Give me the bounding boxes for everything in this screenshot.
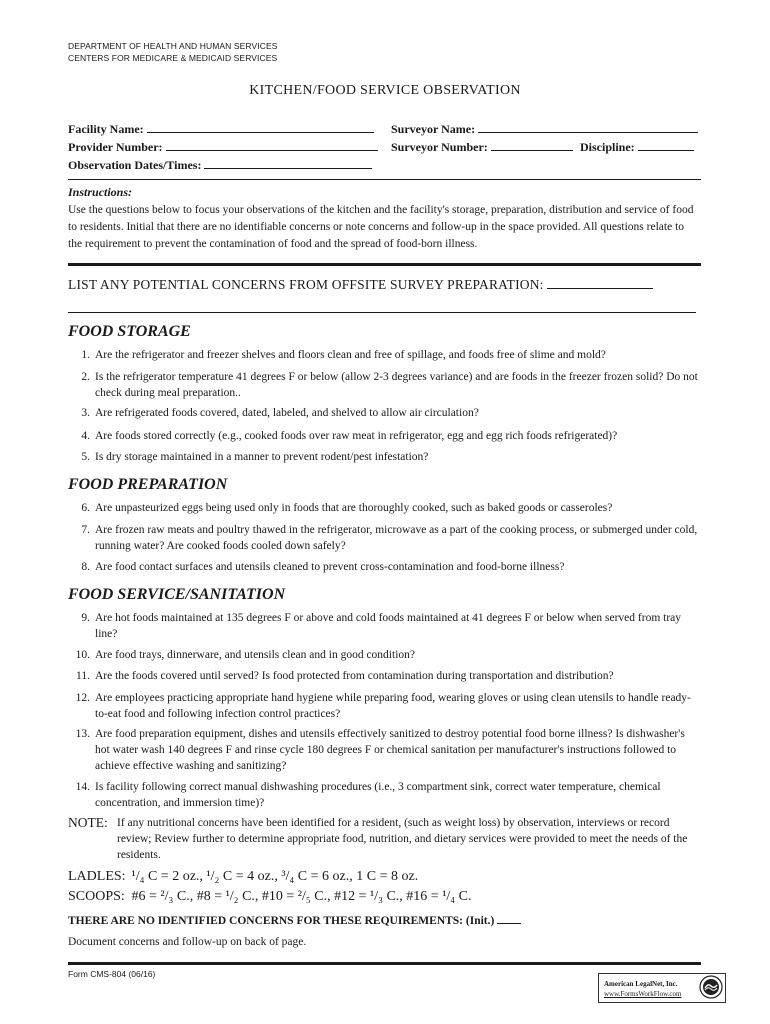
agency-header (68, 40, 278, 64)
no-concerns-label: THERE ARE NO IDENTIFIED CONCERNS FOR THESE REQUIREMENTS: (Init.) (68, 915, 495, 927)
footer-divider (68, 962, 701, 965)
section-title-food-service-sanitation: FOOD SERVICE/SANITATION (68, 586, 286, 603)
instructions-text: Use the questions below to focus your observations of the kitchen and the facility's storage, preparation, distribution and service of food to residents. Initial that there are no identifiable concerns or note concerns and follow-up in the space provided. All questions relate to the requirement to prevent the contamination of food and the spread of food-born illness. (68, 204, 694, 250)
question-text: Are hot foods maintained at 135 degrees F or above and cold foods maintained at 41 degrees F or below when served from tray line? (95, 612, 682, 640)
observation-dates-field[interactable] (68, 158, 372, 173)
scoops-label: SCOOPS: (68, 889, 125, 904)
ladles-text: ¹/₄ C = 2 oz., ¹/₂ C = 4 oz., ³/₄ C = 6 oz., 1 C = 8 oz. (131, 869, 419, 884)
question-number: 2. (81, 371, 90, 383)
offsite-concerns-line[interactable] (547, 278, 653, 289)
question-number: 13. (75, 728, 90, 740)
facility-name-field[interactable] (68, 122, 374, 137)
provider-number-field[interactable] (68, 140, 378, 155)
surveyor-number-field[interactable] (391, 140, 573, 155)
surveyor-name-line[interactable] (478, 122, 698, 133)
facility-name-line[interactable] (147, 122, 374, 133)
surveyor-number-label: Surveyor Number: (391, 140, 488, 154)
question-number: 4. (81, 430, 90, 442)
note-text: If any nutritional concerns have been identified for a resident, (such as weight loss) by observation, interviews or record review; Review further to determine appropriate food, nutrition, and dietary services were provided to meet the needs of the residents. (117, 817, 688, 861)
form-title: KITCHEN/FOOD SERVICE OBSERVATION (249, 83, 521, 98)
ladles-line (68, 869, 418, 885)
offsite-concerns-label: LIST ANY POTENTIAL CONCERNS FROM OFFSITE SURVEY PREPARATION: (68, 277, 544, 292)
document-note: Document concerns and follow-up on back of page. (68, 936, 307, 948)
surveyor-name-label: Surveyor Name: (391, 122, 476, 136)
note-label: NOTE: (68, 815, 108, 830)
agency-line-1: DEPARTMENT OF HEALTH AND HUMAN SERVICES (68, 41, 278, 51)
question-text: Is facility following correct manual dishwashing procedures (i.e., 3 compartment sink, correct water temperature, chemical concentration, and immersion time)? (95, 781, 661, 809)
form-number: Form CMS-804 (06/16) (68, 969, 156, 979)
question-number: 3. (81, 407, 90, 419)
surveyor-name-field[interactable] (391, 122, 698, 137)
initials-line[interactable] (497, 913, 521, 924)
ladles-label: LADLES: (68, 869, 126, 884)
question-text: Are food trays, dinnerware, and utensils clean and in good condition? (95, 649, 415, 661)
no-concerns-field[interactable] (68, 913, 521, 927)
question-text: Are the refrigerator and freezer shelves and floors clean and free of spillage, and foods free of slime and mold? (95, 349, 606, 361)
facility-name-label: Facility Name: (68, 122, 144, 136)
scoops-text: #6 = ²/₃ C., #8 = ¹/₂ C., #10 = ²/₅ C., #12 = ¹/₃ C., #16 = ¹/₄ C. (131, 889, 472, 904)
question-text: Are unpasteurized eggs being used only in foods that are thoroughly cooked, such as baked goods or casseroles? (95, 502, 613, 514)
question-number: 10. (75, 649, 90, 661)
instructions-heading: Instructions: (68, 185, 133, 199)
question-text: Is the refrigerator temperature 41 degrees F or below (allow 2-3 degrees variance) and are foods in the freezer frozen solid? Do not check during meal preparation.. (95, 371, 698, 399)
agency-line-2: CENTERS FOR MEDICARE & MEDICAID SERVICES (68, 53, 278, 63)
observation-dates-label: Observation Dates/Times: (68, 158, 202, 172)
instructions-divider (68, 263, 701, 266)
question-number: 6. (81, 502, 90, 514)
question-number: 8. (81, 561, 90, 573)
question-number: 1. (81, 349, 90, 361)
offsite-concerns-line-2[interactable] (68, 312, 696, 313)
scoops-line (68, 889, 472, 905)
publisher-name: American LegalNet, Inc. (604, 980, 678, 988)
provider-number-label: Provider Number: (68, 140, 163, 154)
header-divider (68, 179, 701, 180)
observation-dates-line[interactable] (204, 158, 372, 169)
surveyor-number-line[interactable] (491, 140, 573, 151)
question-number: 12. (75, 692, 90, 704)
question-number: 9. (81, 612, 90, 624)
question-text: Are food contact surfaces and utensils cleaned to prevent cross-contamination and food-borne illness? (95, 561, 565, 573)
publisher-url[interactable]: www.FormsWorkFlow.com (604, 990, 682, 998)
question-number: 5. (81, 451, 90, 463)
offsite-concerns-field[interactable] (68, 277, 653, 293)
question-text: Are the foods covered until served? Is food protected from contamination during transportation and distribution? (95, 670, 614, 682)
question-text: Are refrigerated foods covered, dated, labeled, and shelved to allow air circulation? (95, 407, 479, 419)
question-number: 11. (76, 670, 90, 682)
question-text: Are food preparation equipment, dishes and utensils effectively sanitized to destroy potential food borne illness? Is dishwasher's hot water wash 140 degrees F and rinse cycle 180 degrees F or chemical sanitation per manufacturer's instructions followed to achieve effective washing and sanitizing? (95, 728, 685, 772)
provider-number-line[interactable] (166, 140, 378, 151)
discipline-line[interactable] (638, 140, 694, 151)
question-text: Are employees practicing appropriate hand hygiene while preparing food, wearing gloves or using clean utensils to handle ready-to-eat food and following infection control practices? (95, 692, 691, 720)
section-title-food-preparation: FOOD PREPARATION (68, 476, 228, 493)
discipline-field[interactable] (580, 140, 694, 155)
publisher-text (604, 979, 681, 999)
question-number: 7. (81, 524, 90, 536)
question-text: Are foods stored correctly (e.g., cooked foods over raw meat in refrigerator, egg and egg rich foods refrigerated)? (95, 430, 618, 442)
question-text: Are frozen raw meats and poultry thawed in the refrigerator, microwave as a part of the cooking process, or submerged under cold, running water? Are cooked foods cooled down safely? (95, 524, 698, 552)
publisher-logo-icon (699, 975, 723, 999)
question-number: 14. (75, 781, 90, 793)
section-title-food-storage: FOOD STORAGE (68, 323, 191, 340)
discipline-label: Discipline: (580, 140, 635, 154)
question-text: Is dry storage maintained in a manner to prevent rodent/pest infestation? (95, 451, 429, 463)
